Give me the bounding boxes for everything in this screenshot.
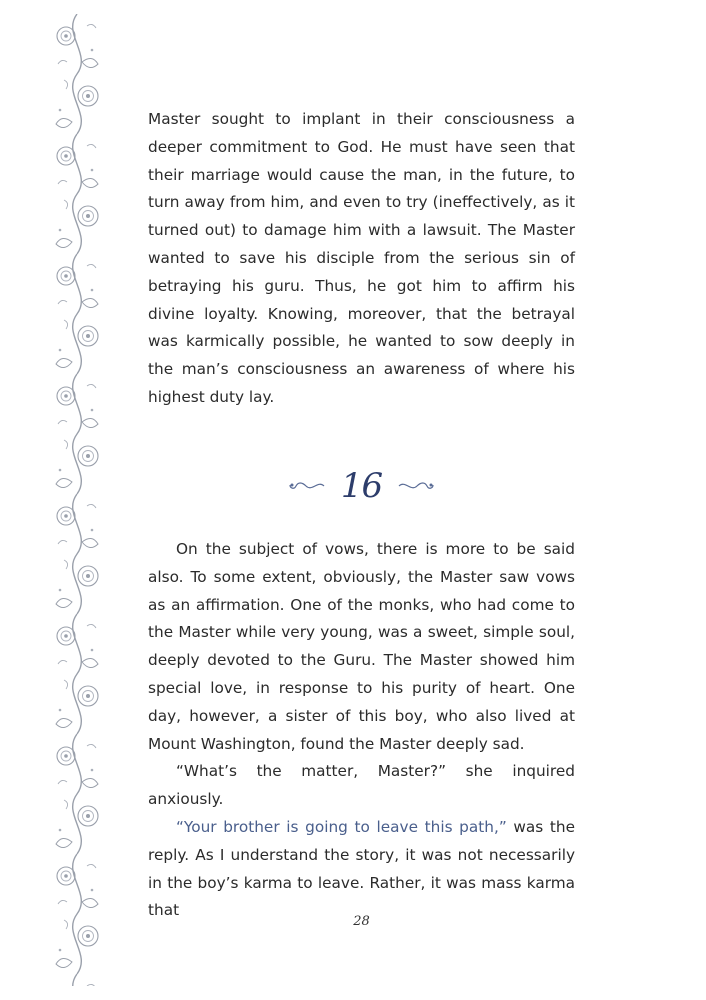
paragraph: [148, 814, 575, 925]
paragraph-continuation: was the reply. As I understand the story, it was not necessarily in the boy’s karma to leave. Rather, it was mass karma that: [148, 817, 576, 920]
text-block-top: [148, 106, 575, 412]
paragraph: On the subject of vows, there is more to be said also. To some extent, obviously, the Master saw vows as an affirmation. One of the monks, who had come to the Master while very young, was a sweet, simple soul, deeply devoted to the Guru. The Master showed him special love, in response to his purity of heart. One day, however, a sister of this boy, who also lived at Mount Washington, found the Master deeply sad.: [148, 540, 575, 753]
paragraph: “What’s the matter, Master?” she inquired anxiously.: [148, 762, 575, 809]
page-number: 28: [353, 914, 370, 929]
chapter-number: 16: [340, 466, 383, 506]
chapter-heading: [148, 466, 575, 516]
quoted-speech: “Your brother is going to leave this path,”: [176, 817, 507, 836]
right-flourish-icon: [397, 478, 435, 494]
text-block-bottom: [148, 536, 575, 925]
paragraph: Master sought to implant in their consciousness a deeper commitment to God. He must have seen that their marriage would cause the man, in the future, to turn away from him, and even to try (ineffectively, as it turned out) to damage him with a lawsuit. The Master wanted to save his disciple from the serious sin of betraying his guru. Thus, he got him to affirm his divine loyalty. Knowing, moreover, that the betrayal was karmically possible, he wanted to sow deeply in the man’s consciousness an awareness of where his highest duty lay.: [148, 110, 575, 406]
floral-border-ornament: [52, 14, 102, 986]
left-flourish-icon: [288, 478, 326, 494]
